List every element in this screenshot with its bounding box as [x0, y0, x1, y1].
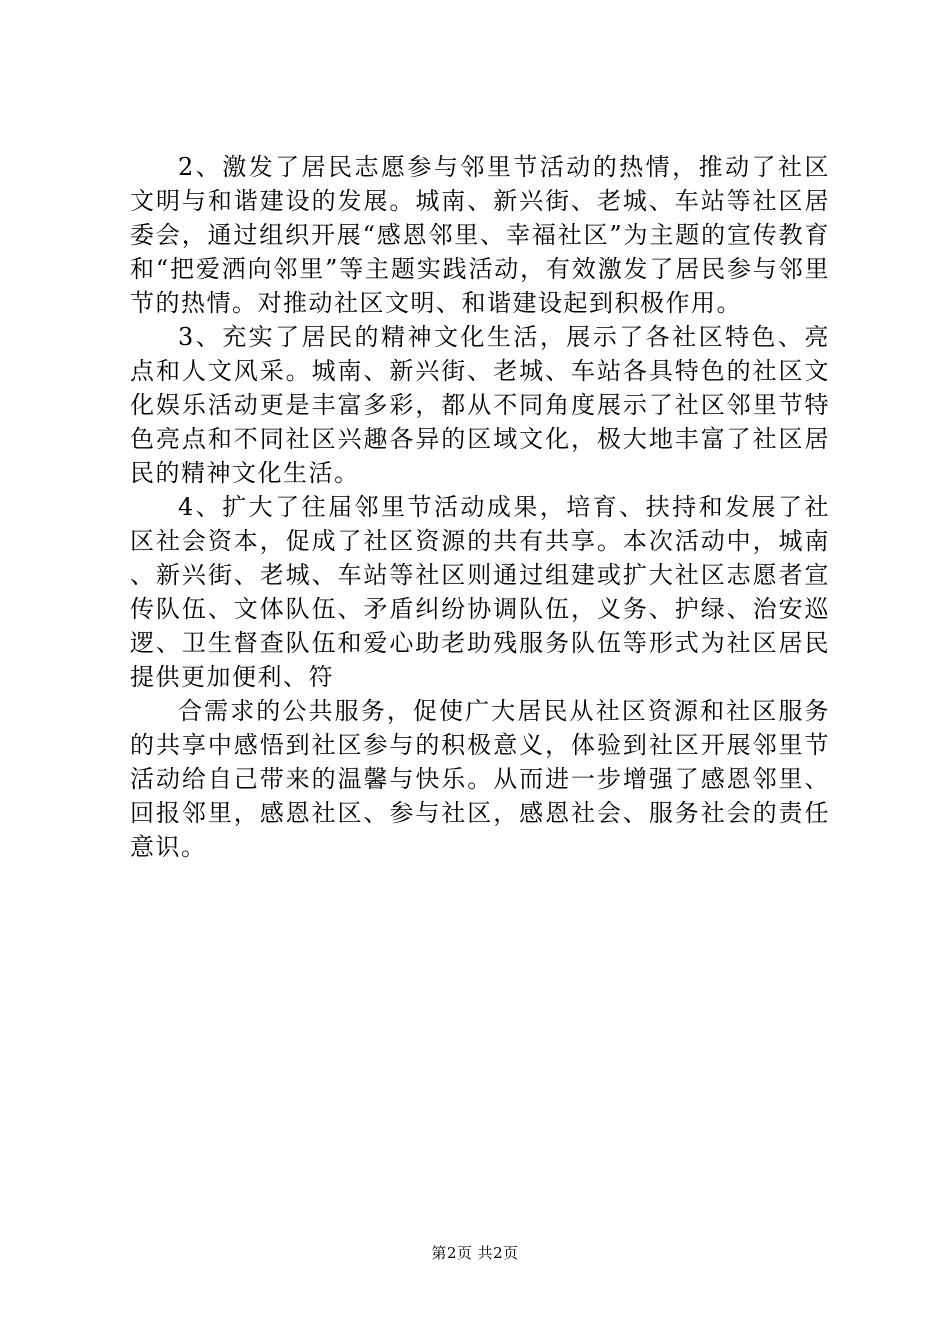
paragraph-4: 4、扩大了往届邻里节活动成果，培育、扶持和发展了社区社会资本，促成了社区资源的共有共享。本次活动中，城南、新兴街、老城、车站等社区则通过组建或扩大社区志愿者宣传队伍、文体队伍、矛盾纠纷协调队伍，义务、护绿、治安巡逻、卫生督查队伍和爱心助老助残服务队伍等形式为社区居民提供更加便利、符 [130, 493, 830, 691]
page-number-footer: 第2页 共2页 [431, 1244, 519, 1262]
paragraph-4-continued: 合需求的公共服务，促使广大居民从社区资源和社区服务的共享中感悟到社区参与的积极意义，体验到社区开展邻里节活动给自己带来的温馨与快乐。从而进一步增强了感恩邻里、回报邻里，感恩社区、参与社区，感恩社会、服务社会的责任意识。 [130, 697, 830, 861]
paragraph-3: 3、充实了居民的精神文化生活，展示了各社区特色、亮点和人文风采。城南、新兴街、老城、车站各具特色的社区文化娱乐活动更是丰富多彩，都从不同角度展示了社区邻里节特色亮点和不同社区兴趣各异的区域文化，极大地丰富了社区居民的精神文化生活。 [130, 323, 830, 487]
document-body [130, 150, 830, 864]
paragraph-2: 2、激发了居民志愿参与邻里节活动的热情，推动了社区文明与和谐建设的发展。城南、新兴街、老城、车站等社区居委会，通过组织开展“感恩邻里、幸福社区”为主题的宣传教育和“把爱洒向邻里”等主题实践活动，有效激发了居民参与邻里节的热情。对推动社区文明、和谐建设起到积极作用。 [130, 153, 830, 317]
